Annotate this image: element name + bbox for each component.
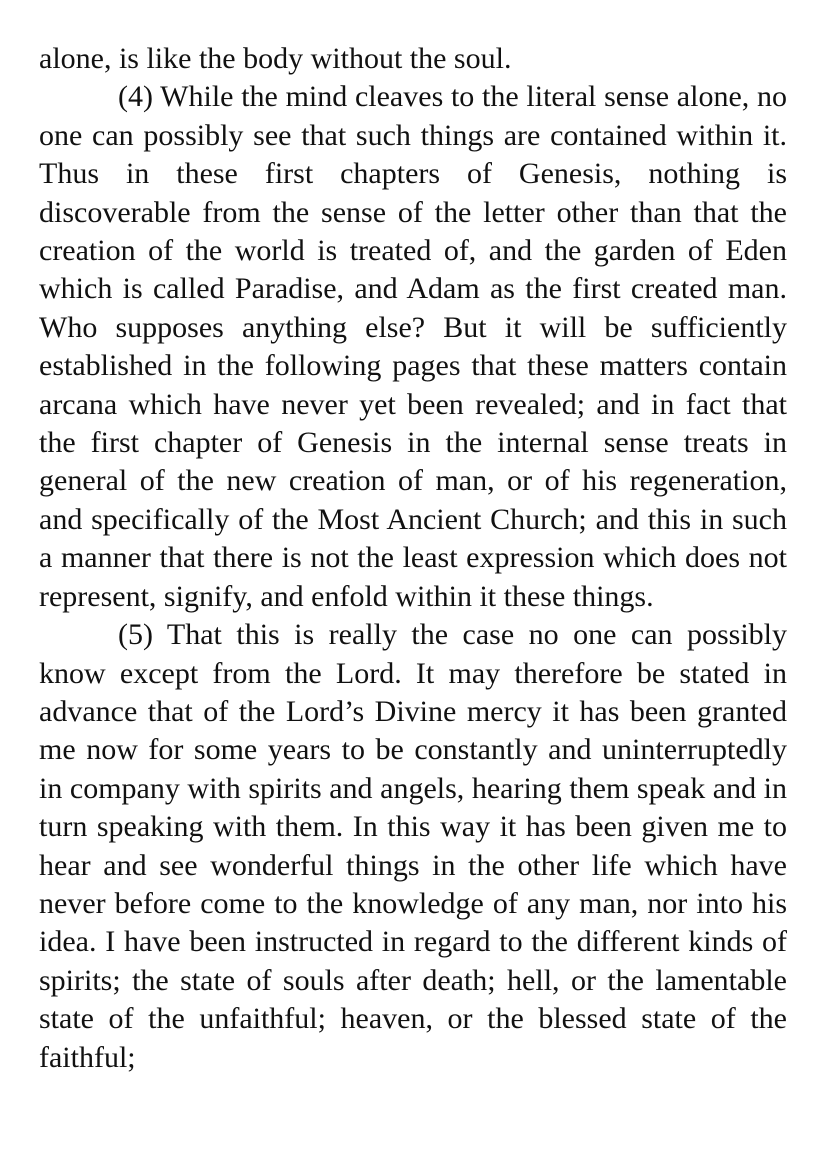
paragraph-4: (4) While the mind cleaves to the literal sense alone, no one can possibly see that such things are contained within it. Thus in these first chapters of Genesis, nothing is discoverable from the sense of the letter other than that the creation of the world is treated of, and the garden of Eden which is called Paradise, and Adam as the first created man. Who supposes anything else? But it will be sufficiently established in the following pages that these matters contain arcana which have never yet been revealed; and in fact that the first chapter of Genesis in the internal sense treats in general of the new creation of man, or of his regeneration, and specifically of the Most Ancient Church; and this in such a manner that there is not the least expression which does not represent, signify, and enfold within it these things.	[39, 80, 787, 613]
paragraph-5: (5) That this is really the case no one can possibly know except from the Lord. It may therefore be stated in advance that of the Lord’s Divine mercy it has been granted me now for some years to be constantly and uninterruptedly in company with spirits and angels, hearing them speak and in turn speaking with them. In this way it has been given me to hear and see wonderful things in the other life which have never before come to the knowledge of any man, nor into his idea. I have been instructed in regard to the different kinds of spirits; the state of souls after death; hell, or the lamentable state of the unfaithful; heaven, or the blessed state of the faithful;	[39, 618, 787, 1074]
document-page	[39, 40, 787, 1077]
paragraph-continuation: alone, is like the body without the soul.	[39, 42, 512, 75]
